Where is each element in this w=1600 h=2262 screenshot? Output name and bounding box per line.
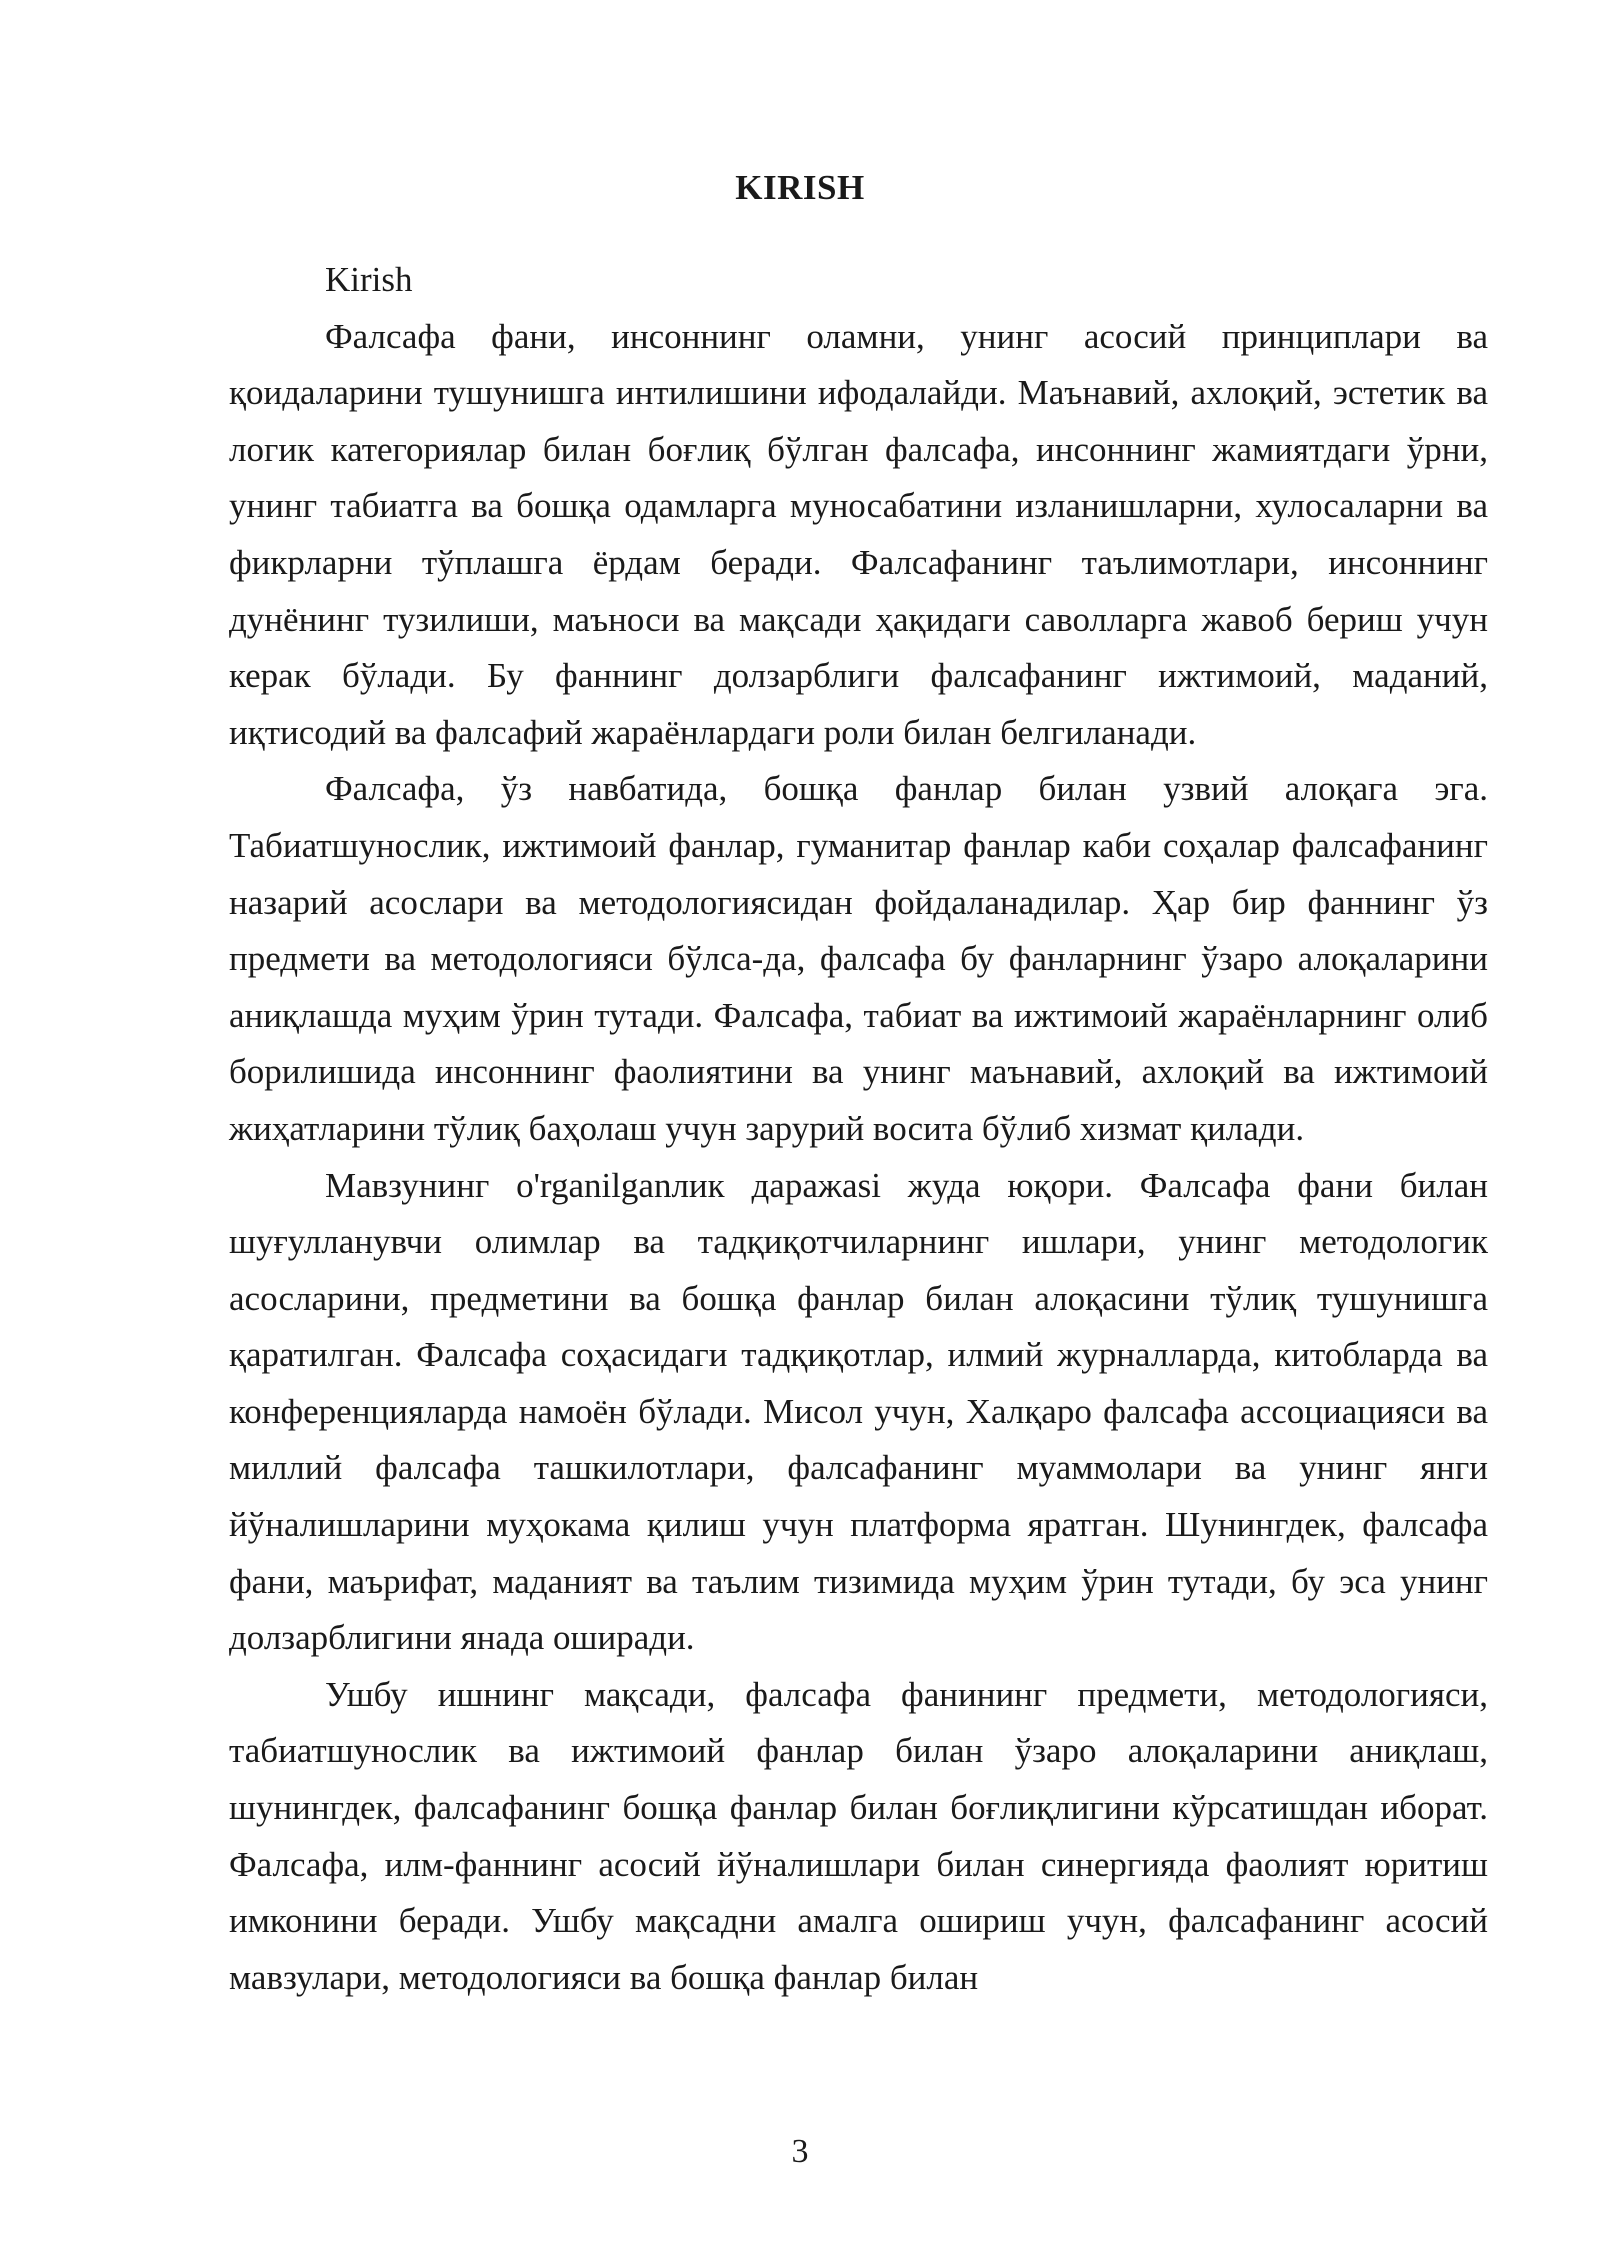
paragraph-1: Фалсафа фани, инсоннинг оламни, унинг асосий принциплари ва қоидаларини тушунишга интилишини ифодалайди. Маънавий, ахлоқий, эстетик ва логик категориялар билан боғлиқ бўлган фалсафа, инсоннинг жамиятдаги ўрни, унинг табиатга ва бошқа одамларга муносабатини изланишларни, хулосаларни ва фикрларни тўплашга ёрдам беради. Фалсафанинг таълимотлари, инсоннинг дунёнинг тузилиши, маъноси ва мақсади ҳақидаги саволларга жавоб бериш учун керак бўлади. Бу фаннинг долзарблиги фалсафанинг ижтимоий, маданий, иқтисодий ва фалсафий жараёнлардаги роли билан белгиланади. <box>229 316 1488 752</box>
subheading: Kirish <box>325 260 413 299</box>
page-heading: KIRISH <box>735 168 865 207</box>
paragraph-2: Фалсафа, ўз навбатида, бошқа фанлар билан узвий алоқага эга. Табиатшунослик, ижтимоий фанлар, гуманитар фанлар каби соҳалар фалсафанинг назарий асослари ва методологиясидан фойдаланадилар. Ҳар бир фаннинг ўз предмети ва методологияси бўлса-да, фалсафа бу фанларнинг ўзаро алоқаларини аниқлашда муҳим ўрин тутади. Фалсафа, табиат ва ижтимоий жараёнларнинг олиб борилишида инсоннинг фаолиятини ва унинг маънавий, ахлоқий ва ижтимоий жиҳатларини тўлиқ баҳолаш учун зарурий восита бўлиб хизмат қилади. <box>229 769 1488 1148</box>
body-text <box>229 252 1488 2006</box>
paragraph-3: Мавзунинг o'rganilganлик даражаsi жуда юқори. Фалсафа фани билан шуғулланувчи олимлар ва тадқиқотчиларнинг ишлари, унинг методологик асосларини, предметини ва бошқа фанлар билан алоқасини тўлиқ тушунишга қаратилган. Фалсафа соҳасидаги тадқиқотлар, илмий журналларда, китобларда ва конференцияларда намоён бўлади. Мисол учун, Халқаро фалсафа ассоциацияси ва миллий фалсафа ташкилотлари, фалсафанинг муаммолари ва унинг янги йўналишларини муҳокама қилиш учун платформа яратган. Шунингдек, фалсафа фани, маърифат, маданият ва таълим тизимида муҳим ўрин тутади, бу эса унинг долзарблигини янада оширади. <box>229 1165 1488 1658</box>
paragraph-4: Ушбу ишнинг мақсади, фалсафа фанининг предмети, методологияси, табиатшунослик ва ижтимоий фанлар билан ўзаро алоқаларини аниқлаш, шунингдек, фалсафанинг бошқа фанлар билан боғлиқлигини кўрсатишдан иборат. Фалсафа, илм-фаннинг асосий йўналишлари билан синергияда фаолият юритиш имконини беради. Ушбу мақсадни амалга ошириш учун, фалсафанинг асосий мавзулари, методологияси ва бошқа фанлар билан <box>229 1674 1488 1997</box>
page-number: 3 <box>791 2133 809 2170</box>
